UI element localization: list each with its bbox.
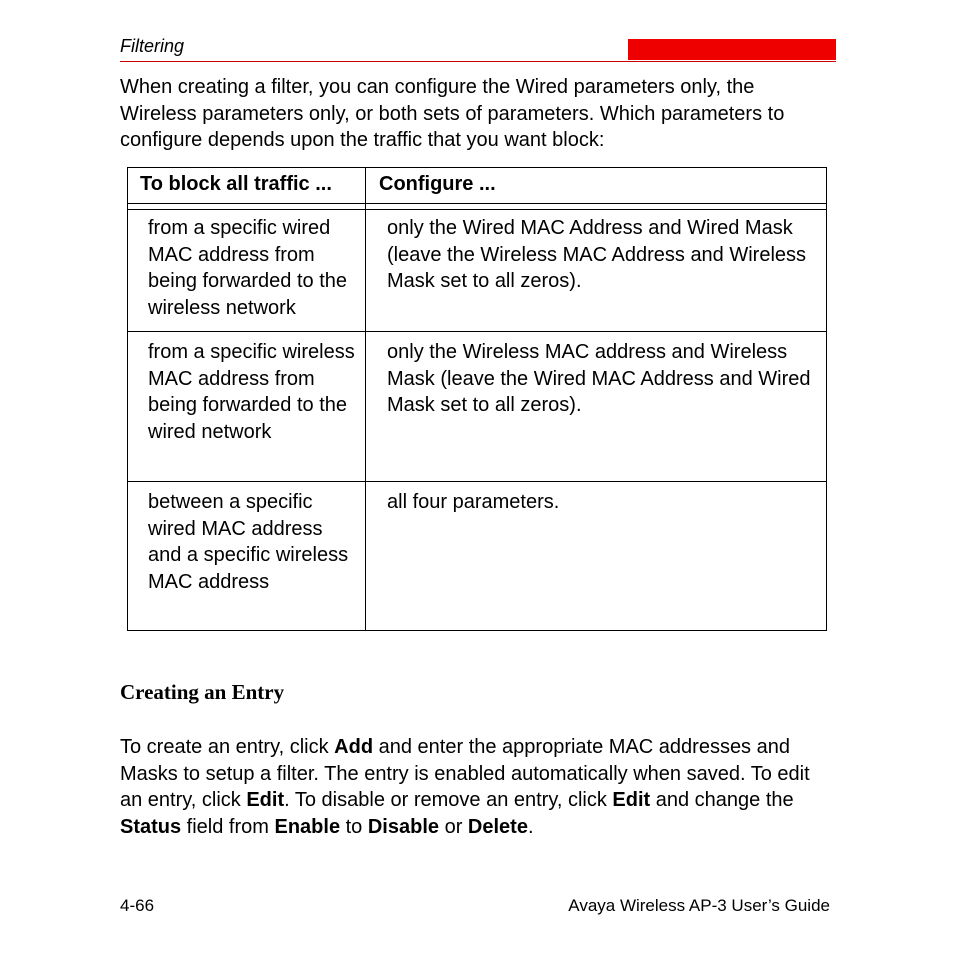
creating-entry-paragraph: To create an entry, click Add and enter the appropriate MAC addresses and Masks to setup a filter. The entry is enabled automatically when saved. To edit an entry, click Edit. To disable or remove an entry, click Edit and change the Status field from Enable to Disable or Delete.	[120, 736, 810, 838]
disable-term: Disable	[367, 815, 440, 838]
table-cell: from a specific wireless MAC address from being forwarded to the wired network	[148, 341, 355, 443]
table-header-configure: Configure ...	[379, 173, 496, 195]
page-number: 4-66	[120, 896, 155, 915]
running-header: Filtering	[120, 36, 185, 56]
delete-term: Delete	[467, 815, 528, 838]
section-heading: Creating an Entry	[120, 680, 285, 704]
header-rule	[120, 61, 836, 62]
table-cell: only the Wired MAC Address and Wired Mask (leave the Wireless MAC Address and Wireless Mask set to all zeros).	[387, 217, 807, 292]
table-cell: only the Wireless MAC address and Wireless Mask (leave the Wired MAC Address and Wired Mask set to all zeros).	[387, 341, 811, 416]
header-rule-bottom	[127, 209, 827, 210]
row-divider	[127, 331, 827, 332]
header-accent-bar	[628, 39, 836, 60]
column-divider	[365, 167, 366, 631]
filter-parameters-table	[127, 167, 827, 631]
edit-term: Edit	[612, 789, 651, 811]
table-cell: from a specific wired MAC address from being forwarded to the wireless network	[148, 217, 348, 319]
table-cell: all four parameters.	[387, 491, 560, 513]
row-divider	[127, 481, 827, 482]
header-rule-top	[127, 203, 827, 204]
footer-guide-title: Avaya Wireless AP-3 User’s Guide	[568, 896, 830, 915]
table-header-block: To block all traffic ...	[140, 173, 332, 195]
edit-term: Edit	[246, 789, 285, 811]
add-term: Add	[334, 736, 374, 758]
intro-paragraph: When creating a filter, you can configure the Wired parameters only, the Wireless parameters only, or both sets of parameters. Which parameters to configure depends upon the traffic that you want block:	[120, 76, 785, 151]
enable-term: Enable	[274, 815, 341, 838]
status-term: Status	[120, 815, 182, 838]
table-cell: between a specific wired MAC address and a specific wireless MAC address	[148, 491, 349, 593]
